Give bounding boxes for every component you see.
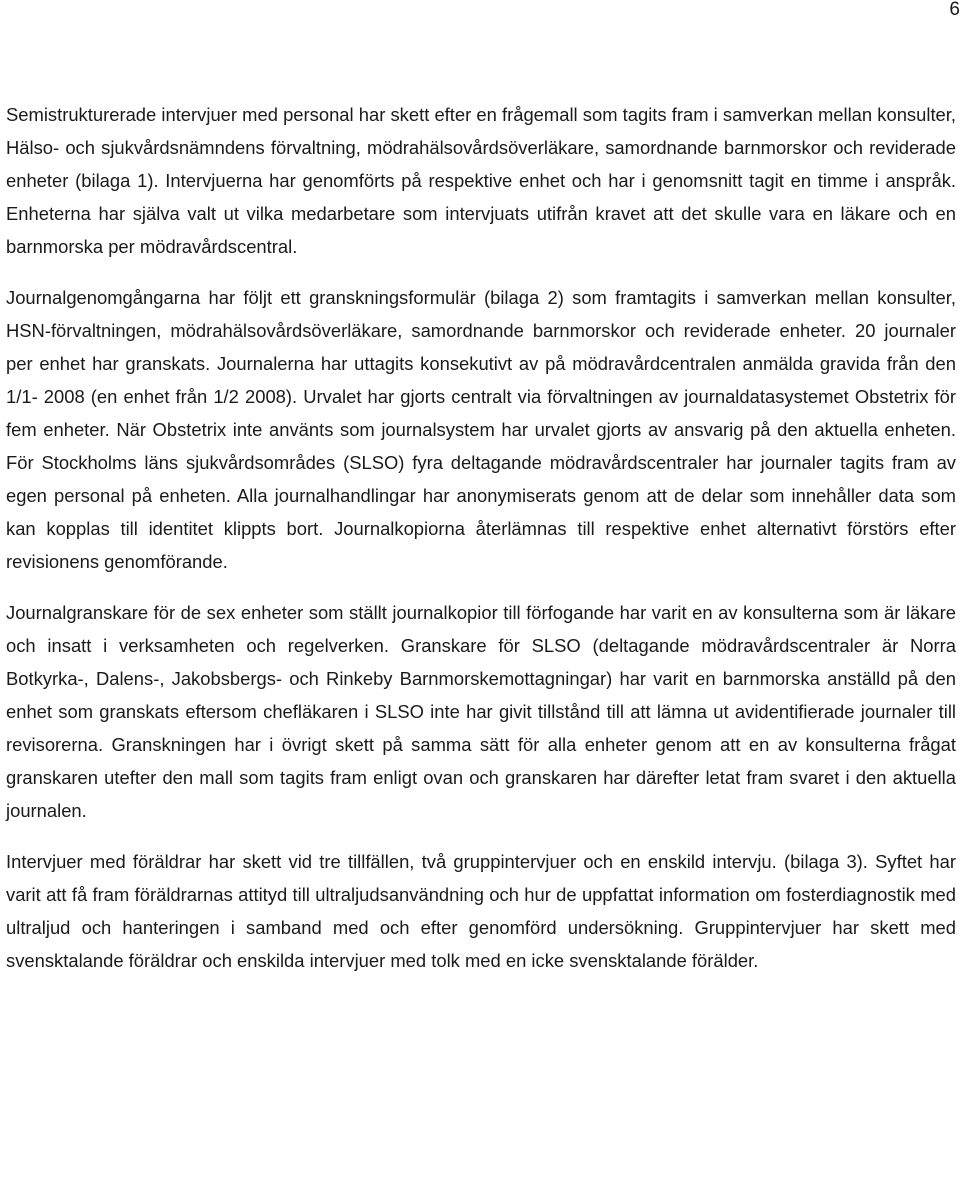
paragraph-parent-interviews: Intervjuer med föräldrar har skett vid tre tillfällen, två gruppintervjuer och en enskild intervju. (bilaga 3). Syftet har varit att få fram föräldrarnas attityd till ultraljudsanvändning och hur de uppfattat information om fosterdiagnostik med ultraljud och hanteringen i samband med och efter genomförd undersökning. Gruppintervjuer har skett med svensktalande föräldrar och enskilda intervjuer med tolk med en icke svensktalande förälder. — [6, 851, 956, 971]
paragraph-journal-review: Journalgenomgångarna har följt ett granskningsformulär (bilaga 2) som framtagits i samverkan mellan konsulter, HSN-förvaltningen, mödrahälsovårdsöverläkare, samordnande barnmorskor och reviderade enheter. 20 journaler per enhet har granskats. Journalerna har uttagits konsekutivt av på mödravårdcentralen anmälda gravida från den 1/1- 2008 (en enhet från 1/2 2008). Urvalet har gjorts centralt via förvaltningen av journaldatasystemet Obstetrix för fem enheter. När Obstetrix inte använts som journalsystem har urvalet gjorts av ansvarig på den aktuella enheten. För Stockholms läns sjukvårdsområdes (SLSO) fyra deltagande mödravårdscentraler har journaler tagits fram av egen personal på enheten. Alla journalhandlingar har anonymiserats genom att de delar som innehåller data som kan kopplas till identitet klippts bort. Journalkopiorna återlämnas till respektive enhet alternativt förstörs efter revisionens genomförande. — [6, 287, 956, 572]
paragraph-interviews-staff: Semistrukturerade intervjuer med personal har skett efter en frågemall som tagits fram i samverkan mellan konsulter, Hälso- och sjukvårdsnämndens förvaltning, mödrahälsovårdsöverläkare, samordnande barnmorskor och reviderade enheter (bilaga 1). Intervjuerna har genomförts på respektive enhet och har i genomsnitt tagit en timme i anspråk. Enheterna har själva valt ut vilka medarbetare som intervjuats utifrån kravet att det skulle vara en läkare och en barnmorska per mödravårdscentral. — [6, 104, 956, 257]
document-body — [6, 98, 956, 977]
page-number: 6 — [949, 0, 960, 20]
paragraph-journal-reviewers: Journalgranskare för de sex enheter som ställt journalkopior till förfogande har varit en av konsulterna som är läkare och insatt i verksamheten och regelverken. Granskare för SLSO (deltagande mödravårdscentraler är Norra Botkyrka-, Dalens-, Jakobsbergs- och Rinkeby Barnmorskemottagningar) har varit en barnmorska anställd på den enhet som granskats eftersom chefläkaren i SLSO inte har givit tillstånd till att lämna ut avidentifierade journaler till revisorerna. Granskningen har i övrigt skett på samma sätt för alla enheter genom att en av konsulterna frågat granskaren utefter den mall som tagits fram enligt ovan och granskaren har därefter letat fram svaret i den aktuella journalen. — [6, 602, 956, 821]
